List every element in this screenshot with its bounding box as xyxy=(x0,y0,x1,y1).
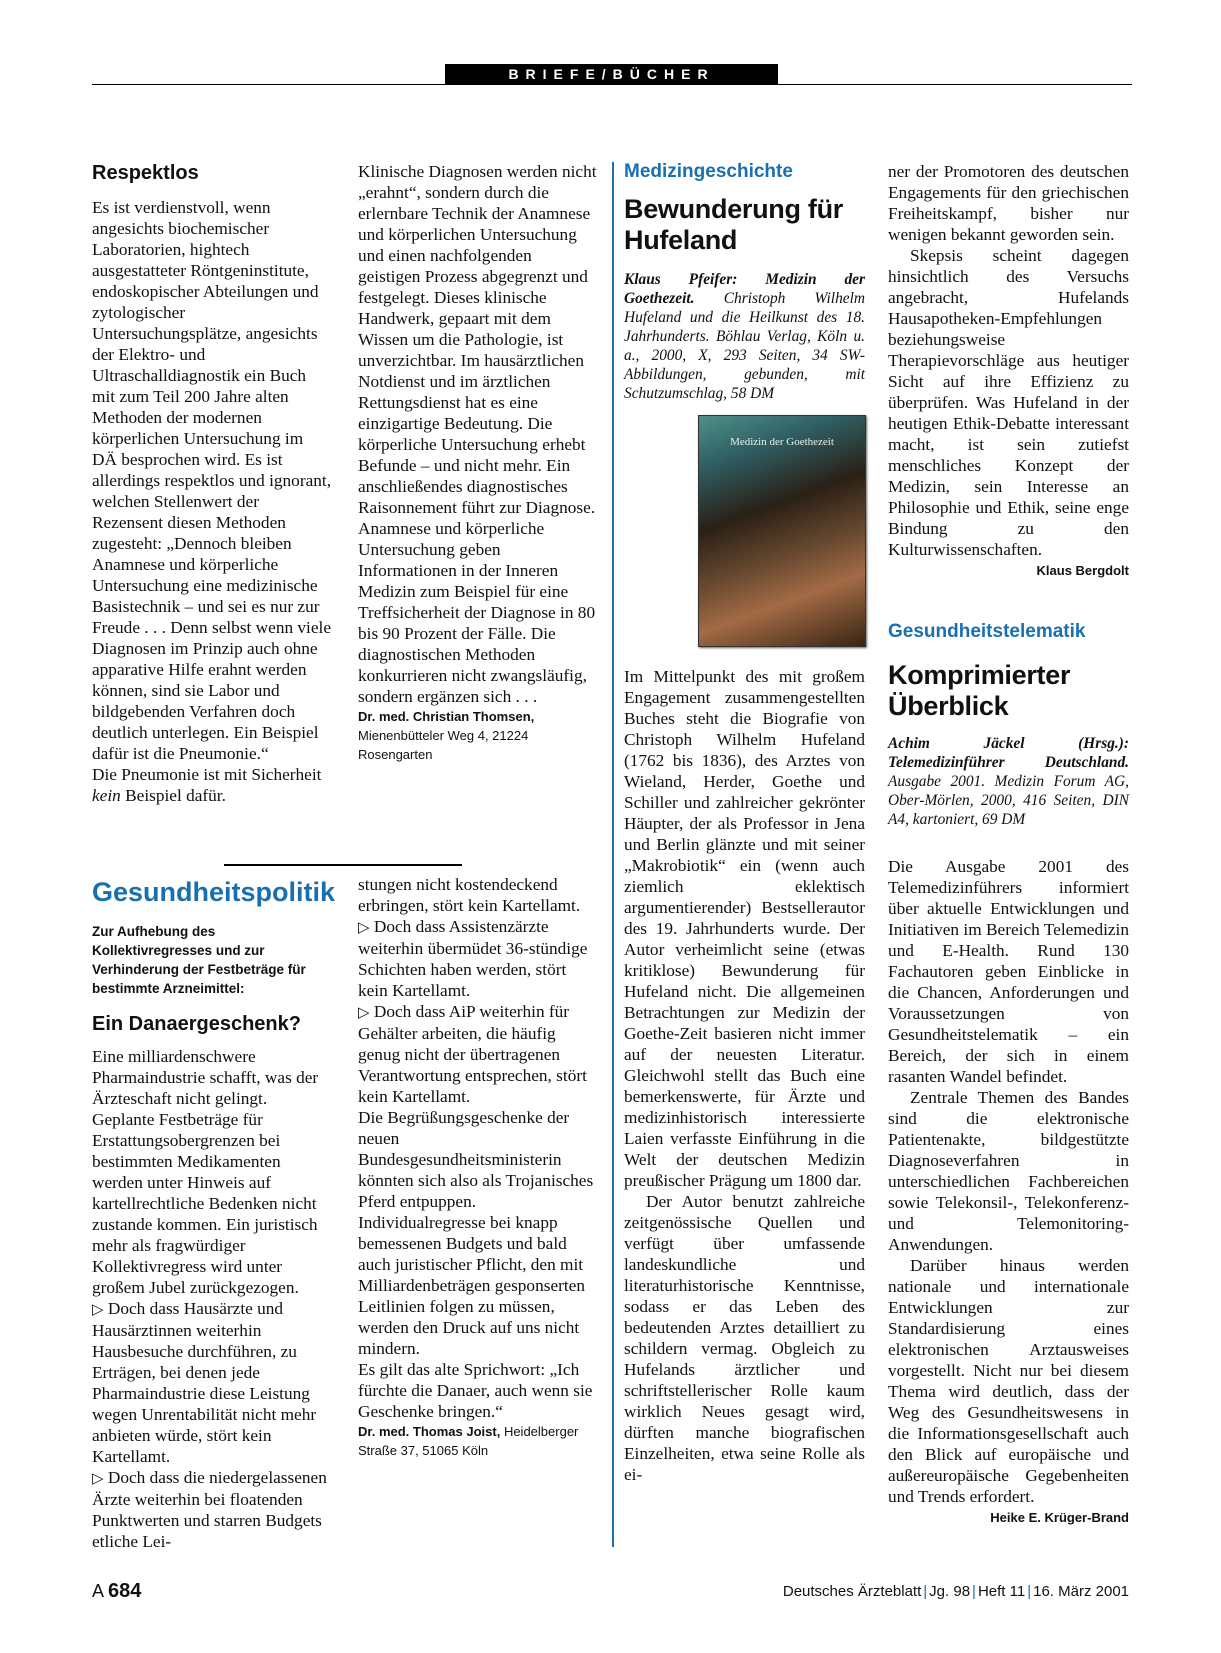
review-telematik xyxy=(888,620,1129,829)
review-paragraph: Der Autor benutzt zahlreiche zeitgenössische Quellen und verfügt über umfassende landeskundliche und literaturhistorische Kenntnisse, sodass er das Leben des bedeutenden Arztes detailliert zu schildern vermag. Obgleich zu Hufelands ärztlicher und schriftstellerischer Rolle kaum wirklich Neues gesagt wird, dürften manche biografischen Einzelheiten, etwa seine Rolle als ei- xyxy=(624,1192,865,1484)
letter-heading: Respektlos xyxy=(92,162,199,184)
letter-body: Es ist verdienstvoll, wenn angesichts biochemischer Laboratorien, hightech ausgestatteter Röntgeninstitute, endoskopischer Abteilungen und zytologischer Untersuchungsplätze, angesichts der Elektro- und Ultraschalldiagnostik ein Buch mit zum Teil 200 Jahre alten Methoden der modernen körperlichen Untersuchung im DÄ besprochen wird. Es ist allerdings respektlos und ignorant, welchen Stellenwert der Rezensent diesen Methoden zugesteht: „Dennoch bleiben Anamnese und körperliche Untersuchung eine medizinische Basistechnik – und sei es nur zur Freude . . . Denn selbst wenn viele Diagnosen im Prinzip auch ohne apparative Hilfe erahnt werden können, sind sie Labor und bildgebenden Verfahren doch deutlich unterlegen. Ein Beispiel dafür ist die Pneumonie.“ xyxy=(92,198,332,763)
bullet-continuation: stungen nicht kostendeckend erbringen, stört kein Kartellamt. xyxy=(358,875,581,915)
triangle-bullet-icon: ▷ xyxy=(358,1003,370,1021)
letter-paragraph: Eine milliardenschwere Pharmaindustrie schafft, was der Ärzteschaft nicht gelingt. Geplante Festbeträge für Erstattungsobergrenzen bei bestimmten Medikamenten werden unter Hinweis auf kartellrechtliche Bedenken nicht zustande kommen. Ein juristisch mehr als fragwürdiger Kollektivregress wird unter großem Jubel zurückgezogen. xyxy=(92,1047,319,1297)
letter-closing: Die Pneumonie ist mit Sicherheit kein Beispiel dafür. xyxy=(92,765,322,805)
bullet-item: ▷ Doch dass Hausärzte und Hausärztinnen weiterhin Hausbesuche durchführen, zu Erträgen, bei denen jede Pharmaindustrie diese Leistung wegen Unrentabilität nicht mehr anbieten würde, stört kein Kartellamt. xyxy=(92,1299,317,1466)
review-hufeland-body xyxy=(624,666,865,1485)
section-divider xyxy=(224,864,462,866)
review-author: Heike E. Krüger-Brand xyxy=(990,1510,1129,1525)
triangle-bullet-icon: ▷ xyxy=(92,1300,104,1318)
letter-continuation xyxy=(358,161,598,764)
letter-subheading: Ein Danaergeschenk? xyxy=(92,1013,301,1035)
letter-danaergeschenk xyxy=(92,876,336,1552)
letter-danaergeschenk-continued xyxy=(358,874,598,1460)
page-number: A 684 xyxy=(92,1580,142,1602)
review-kicker: Gesundheitstelematik xyxy=(888,621,1086,642)
triangle-bullet-icon: ▷ xyxy=(358,918,370,936)
review-kicker: Medizingeschichte xyxy=(624,161,793,182)
review-paragraph: Zentrale Themen des Bandes sind die elektronische Patientenakte, bildgestützte Diagnoseverfahren in unterschiedlichen Fachbereichen sowie Telekonsil-, Telekonferenz- und Telemonitoring-Anwendungen. xyxy=(888,1088,1129,1254)
bullet-item: ▷ Doch dass AiP weiterhin für Gehälter arbeiten, die häufig genug nicht der übertragenen Verantwortung entsprechen, stört kein Kartellamt. xyxy=(358,1002,587,1106)
book-cover-title: Medizin der Goethezeit xyxy=(730,436,834,448)
letter-body-continued: Klinische Diagnosen werden nicht „erahnt“, sondern durch die erlernbare Technik der Anamnese und körperlichen Untersuchung und einen nachfolgenden geistigen Prozess abgegrenzt und festgelegt. Dieses klinische Handwerk, gepaart mit dem Wissen um die Pathologie, ist unverzichtbar. Im hausärztlichen Notdienst und im ärztlichen Rettungsdienst hat es eine einzigartige Bedeutung. Die körperliche Untersuchung erhebt Befunde – und nicht mehr. Ein anschließendes diagnostisches Raisonnement führt zur Diagnose. Anamnese und körperliche Untersuchung geben Informationen in der Inneren Medizin zum Beispiel für eine Treffsicherheit der Diagnose in 80 bis 90 Prozent der Fälle. Die diagnostischen Methoden konkurrieren nicht zwangsläufig, sondern ergänzen sich . . . xyxy=(358,162,597,706)
letter-signature: Dr. med. Thomas Joist, Heidelberger Straße 37, 51065 Köln xyxy=(358,1424,579,1458)
review-hufeland-continued xyxy=(888,161,1129,581)
review-telematik-body xyxy=(888,856,1129,1528)
review-author: Klaus Bergdolt xyxy=(1036,563,1129,578)
letter-paragraph: Es gilt das alte Sprichwort: „Ich fürchte die Danaer, auch wenn sie Geschenke bringen.“ xyxy=(358,1360,593,1421)
review-title: Bewunderung für Hufeland xyxy=(624,194,843,255)
review-paragraph: Im Mittelpunkt des mit großem Engagement zusammengestellten Buches steht die Biografie von Christoph Wilhelm Hufeland (1762 bis 1836), des Arztes von Wieland, Herder, Goethe und Schiller und zahlreicher gekrönter Häupter, der als Professor in Jena und Berlin glänzte und mit seiner „Makrobiotik“ ein (wenn auch ziemlich eklektisch argumentierender) Bestsellerautor des 19. Jahrhunderts wurde. Der Autor verheimlicht seine (etwas kritiklose) Bewunderung für Hufeland nicht. Die allgemeinen Betrachtungen zur Medizin der Goethe-Zeit basieren nicht immer auf der neuesten Literatur. Gleichwohl stellt das Buch eine bemerkenswerte, für Ärzte und medizinhistorisch interessierte Laien verfasste Einführung in die Welt der deutschen Medizin preußischer Prägung um 1800 dar. xyxy=(624,667,865,1190)
bullet-item: ▷ Doch dass Assistenzärzte weiterhin übermüdet 36-stündige Schichten haben werden, stört kein Kartellamt. xyxy=(358,917,588,1000)
book-citation: Klaus Pfeifer: Medizin der Goethezeit. Christoph Wilhelm Hufeland und die Heilkunst des 18. Jahrhunderts. Böhlau Verlag, Köln u. a., 2000, X, 293 Seiten, 34 SW-Abbildungen, gebunden, mit Schutzumschlag, 58 DM xyxy=(624,271,865,402)
letter-lead: Zur Aufhebung des Kollektivregresses und zur Verhinderung der Festbeträge für bestimmte Arzneimittel: xyxy=(92,924,306,996)
section-header: BRIEFE/BÜCHER xyxy=(445,64,778,85)
review-paragraph: Skepsis scheint dagegen hinsichtlich des Versuchs angebracht, Hufelands Hausapotheken-Empfehlungen beziehungsweise Therapievorschläge aus heutiger Sicht auf ihre Effizienz zu überprüfen. Was Hufeland in der heutigen Ethik-Debatte interessant macht, ist sein zutiefst menschliches Konzept der Medizin, sein Interesse an Philosophie und Ethik, seine enge Bindung zu den Kulturwissenschaften. Klaus Bergdolt xyxy=(888,245,1129,560)
section-title: Gesundheitspolitik xyxy=(92,877,336,907)
book-citation: Achim Jäckel (Hrsg.): Telemedizinführer Deutschland. Ausgabe 2001. Medizin Forum AG, Ober-Mörlen, 2000, 416 Seiten, DIN A4, kartoniert, 69 DM xyxy=(888,735,1129,828)
letter-signature: Dr. med. Christian Thomsen, Mienenbütteler Weg 4, 21224 Rosengarten xyxy=(358,709,535,762)
letter-paragraph: Die Begrüßungsgeschenke der neuen Bundesgesundheitsministerin könnten sich also als Trojanisches Pferd entpuppen. Individualregresse bei knapp bemessenen Budgets und bald auch juristischer Pflicht, den mit Milliardenbeträgen gesponserten Leitlinien folgen zu müssen, werden den Druck auf uns nicht mindern. xyxy=(358,1108,594,1358)
review-title: Komprimierter Überblick xyxy=(888,660,1071,721)
triangle-bullet-icon: ▷ xyxy=(92,1469,104,1487)
book-cover-image xyxy=(698,415,866,647)
bullet-item: ▷ Doch dass die niedergelassenen Ärzte weiterhin bei floatenden Punktwerten und starren Budgets etliche Lei- xyxy=(92,1468,327,1551)
review-hufeland xyxy=(624,160,865,403)
column-rule xyxy=(612,162,614,1547)
review-paragraph: Darüber hinaus werden nationale und internationale Entwicklungen zur Standardisierung eines elektronischen Arztausweises vorgestellt. Nicht nur bei diesem Thema wird deutlich, dass der Weg des Gesundheitswesens in die Informationsgesellschaft auch den Blick auf europäische und außereuropäische Gegebenheiten und Trends erfordert. Heike E. Krüger-Brand xyxy=(888,1255,1129,1507)
review-paragraph: ner der Promotoren des deutschen Engagements für den griechischen Freiheitskampf, bisher nur wenigen bekannt geworden sein. xyxy=(888,162,1129,244)
letter-respektlos xyxy=(92,161,332,806)
review-paragraph: Die Ausgabe 2001 des Telemedizinführers informiert über aktuelle Entwicklungen und Initiativen im Bereich Telemedizin und E-Health. Rund 130 Fachautoren geben Einblicke in die Chancen, Anforderungen und Voraussetzungen von Gesundheitstelematik – ein Bereich, der sich in einem rasanten Wandel befindet. xyxy=(888,857,1129,1086)
journal-footer: Deutsches Ärzteblatt | Jg. 98 | Heft 11 | 16. März 2001 xyxy=(782,1583,1129,1600)
